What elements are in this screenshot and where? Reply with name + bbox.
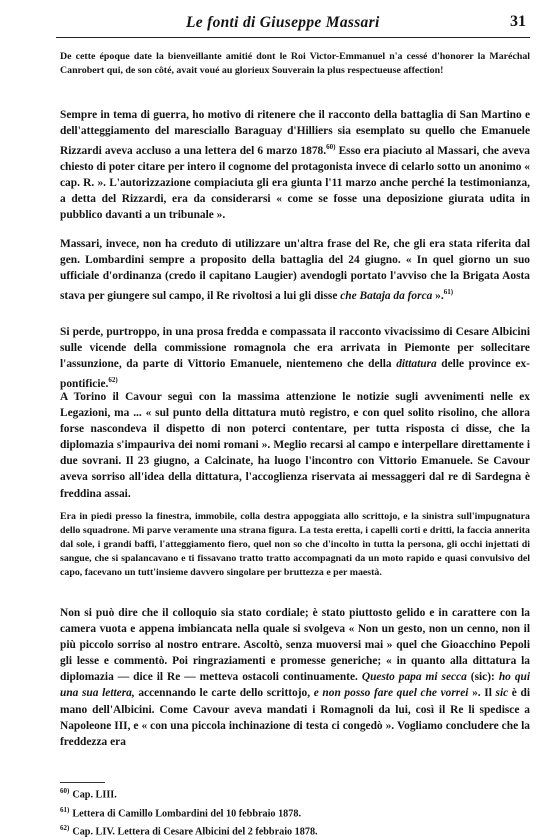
footnote-text: Lettera di Camillo Lombardini del 10 febbraio 1878. <box>72 807 301 819</box>
italic-text: e non posso fare quel che vorrei <box>313 687 469 700</box>
page-header <box>56 9 530 38</box>
page-number: 31 <box>510 13 526 30</box>
footnote-marker: 61) <box>60 805 70 814</box>
running-title: Le fonti di Giuseppe Massari <box>186 14 380 31</box>
paragraph-text: accennando le carte dello scrittojo, <box>134 687 314 700</box>
footnote-text: Cap. LIV. Lettera di Cesare Albicini del 2 febbraio 1878. <box>72 826 318 838</box>
quote-canrobert <box>60 50 530 78</box>
footnote-ref: 62) <box>108 376 118 385</box>
footnote-ref: 61) <box>443 288 454 297</box>
paragraph-text: Si perde, purtroppo, in una prosa fredda e compassata il racconto vivacissimo di Cesare Albicini sulle vicende della commissione romagnola che era arrivata in Piemonte per sollecitare l'assunzione, da parte di Vittorio Emanuele, nientemeno che della <box>60 326 530 371</box>
paragraph-colloquio <box>60 605 530 750</box>
italic-text: Questo papa mi secca <box>361 671 467 684</box>
paragraph-text: Massari, invece, non ha creduto di utilizzare un'altra frase del Re, che gli era stata riferita dal gen. Lombardini sempre a proposito della battaglia del 24 giugno. « In quel giorno un suo ufficiale d'ordinanza (credo il capitano Laugier) avendogli portato l'avviso che la Brigata Aosta stava per giungere sul campo, il Re rivoltosi a lui gli disse <box>60 238 530 303</box>
paragraph-text: (sic): <box>466 671 499 684</box>
paragraph-text: Sempre in tema di guerra, ho motivo di ritenere che il racconto della battaglia di San Martino e dell'atteggiamento del maresciallo Baraguay d'Hilliers sia esemplato su quello che Emanuele Rizzardi aveva accluso a una lettera del 6 marzo 1878. <box>60 109 530 157</box>
paragraph-san-martino <box>60 107 530 223</box>
footnote-marker: 62) <box>60 824 70 833</box>
footnote-marker: 60) <box>60 787 70 795</box>
paragraph-text: ». Il <box>468 687 496 700</box>
footnote-61 <box>60 803 530 822</box>
footnote-60 <box>60 784 530 803</box>
italic-text: dittatura <box>396 358 437 371</box>
italic-text: che Bataja da forca <box>340 290 433 303</box>
paragraph-text: è di mano dell'Albicini. Come Cavour aveva mandati i Romagnoli da lui, così il Re li spedisce a Napoleone III, e « con una piccola inchinazione di testa ci congedò ». Vogliamo concludere che la freddezza era <box>60 687 531 748</box>
footnote-divider <box>60 782 105 783</box>
quote-text: Era in piedi presso la finestra, immobile, colla destra appoggiata allo scrittojo, e la sinistra sull'impugnatura dello squadrone. Mi parve veramente una strana figura. La testa eretta, i capelli corti e dritti, la faccia annerita dal sole, i grandi baffi, l'atteggiamento fiero, quel non so che d'incolto in tutta la persona, gli occhi injettati di sangue, che si spalancavano e ti fissavano tratto tratto accompagnati da un moto rapido e quasi convulsivo del capo, facevano un tutt'insieme davvero singolare per bruttezza e per maestà. <box>60 511 530 578</box>
italic-text: ho qui una sua lettera, <box>60 671 531 700</box>
paragraph-text: Esso era piaciuto al Massari, che aveva chiesto di poter citare per intero il cognome del protagonista invece di celarlo sotto un anonimo « cap. R. ». L'autorizzazione compiaciuta gli era giunta l'11 marzo anche perché la testimonianza, a detta del Rizzardi, era da considerarsi « come se fosse una deposizione giurata udita in pubblico davanti a un tribunale ». <box>60 144 530 222</box>
paragraph-text: delle province ex-pontificie. <box>60 358 530 391</box>
footnote-ref: 60) <box>326 143 336 152</box>
quote-text: De cette époque date la bienveillante amitié dont le Roi Victor-Emmanuel n'a cessé d'honorer la Maréchal Canrobert qui, de son côté, avait voué au glorieux Souverain la plus respectueuse affection! <box>60 51 530 76</box>
paragraph-text: Non si può dire che il colloquio sia stato cordiale; è stato piuttosto gelido e in carattere con la camera vuota e appena imbiancata nella quale si svolgeva « Non un gesto, non un cenno, non il più piccolo sorriso al nostro entrare. Ascoltò, senza muoversi mai » quel che Gioacchino Pepoli gli lesse e commentò. Poi ringraziamenti e promesse generiche; « in quanto alla dittatura la diplomazia — dice il Re — metteva ostacoli continuamente. <box>60 607 530 684</box>
footnote-62 <box>60 821 530 840</box>
paragraph-torino <box>60 389 530 502</box>
paragraph-lombardini <box>60 236 530 304</box>
italic-text: sic <box>495 687 509 700</box>
footnotes <box>60 784 530 840</box>
footnote-text: Cap. LIII. <box>72 789 117 801</box>
paragraph-text: ». <box>432 290 444 303</box>
quote-re <box>60 510 530 580</box>
paragraph-albicini <box>60 324 530 392</box>
paragraph-text: A Torino il Cavour seguì con la massima attenzione le notizie sugli avvenimenti nelle ex Legazioni, ma ... « sul punto della dittatura mutò registro, e con quel solito risolino, che allora forse nascondeva il dispetto di non poterci contentare, per tutta risposta ci disse, che la diplomazia s'impauriva dei nomi romani ». Meglio recarsi al campo e interpellare direttamente i due sovrani. Il 23 giugno, a Calcinate, ha luogo l'incontro con Vittorio Emanuele. Se Cavour aveva sorriso all'idea della dittatura, l'accoglienza riservata ai messaggeri dal re di Sardegna è freddina assai. <box>60 391 530 500</box>
